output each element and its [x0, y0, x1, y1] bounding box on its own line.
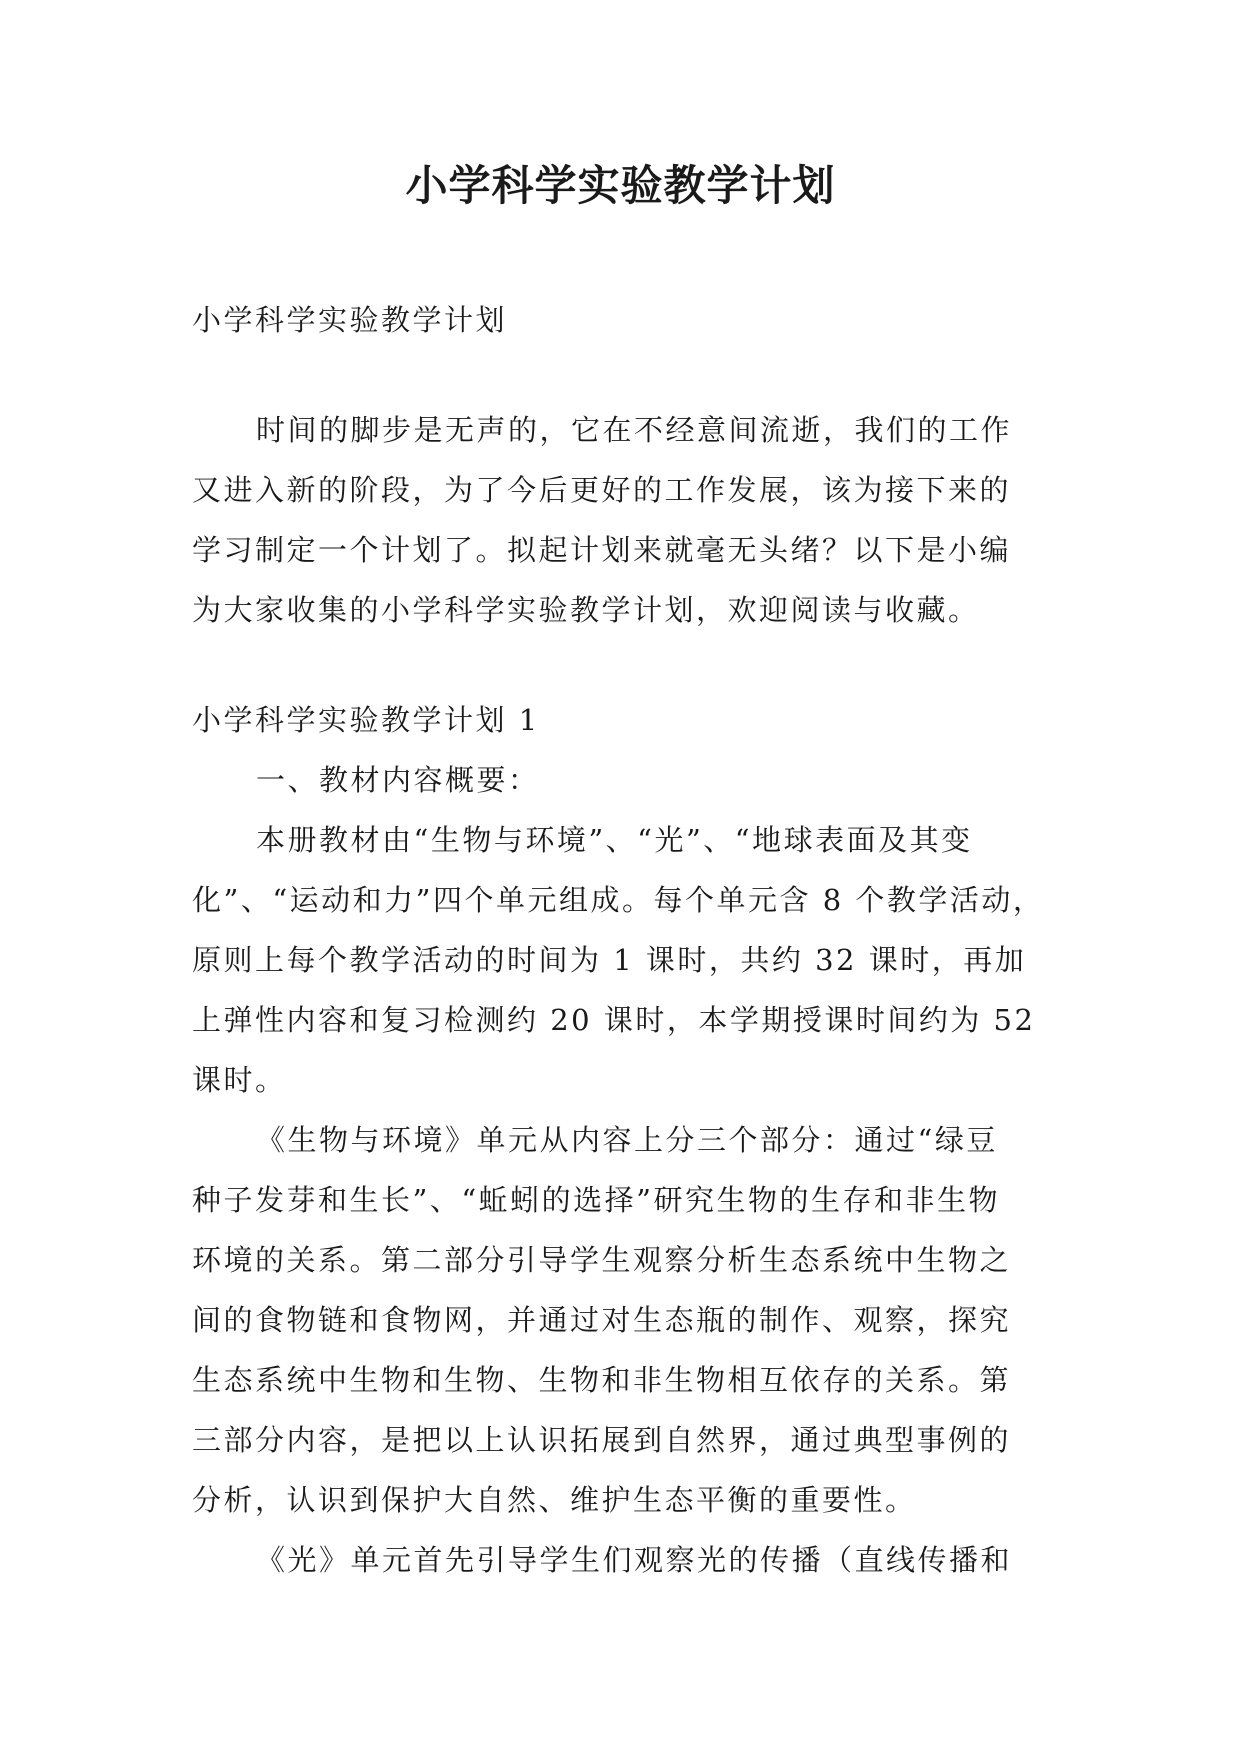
paragraph-line: 种子发芽和生长”、“蚯蚓的选择”研究生物的生存和非生物	[192, 1183, 1000, 1217]
paragraph-line: 原则上每个教学活动的时间为 1 课时，共约 32 课时，再加	[192, 943, 1027, 977]
document-subtitle: 小学科学实验教学计划	[192, 303, 508, 337]
intro-line: 为大家收集的小学科学实验教学计划，欢迎阅读与收藏。	[192, 593, 980, 627]
paragraph-line: 分析，认识到保护大自然、维护生态平衡的重要性。	[192, 1483, 917, 1517]
paragraph-light-unit	[192, 1530, 1052, 1590]
intro-line: 时间的脚步是无声的，它在不经意间流逝，我们的工作	[256, 413, 1013, 447]
paragraph-line: 环境的关系。第二部分引导学生观察分析生态系统中生物之	[192, 1243, 1012, 1277]
intro-line: 学习制定一个计划了。拟起计划来就毫无头绪？以下是小编	[192, 533, 1012, 567]
paragraph-line: 化”、“运动和力”四个单元组成。每个单元含 8 个教学活动，	[192, 883, 1045, 917]
paragraph-line: 间的食物链和食物网，并通过对生态瓶的制作、观察，探究	[192, 1303, 1012, 1337]
paragraph-line: 《光》单元首先引导学生们观察光的传播（直线传播和	[256, 1543, 1013, 1577]
paragraph-biology-environment	[192, 1110, 1052, 1530]
document-title: 小学科学实验教学计划	[405, 161, 836, 210]
paragraph-line: 本册教材由“生物与环境”、“光”、“地球表面及其变	[256, 823, 973, 857]
section-heading: 小学科学实验教学计划 1	[192, 703, 540, 737]
section-subheading: 一、教材内容概要：	[256, 763, 540, 797]
paragraph-textbook-overview	[192, 810, 1052, 1110]
paragraph-line: 三部分内容，是把以上认识拓展到自然界，通过典型事例的	[192, 1423, 1012, 1457]
paragraph-line: 生态系统中生物和生物、生物和非生物相互依存的关系。第	[192, 1363, 1012, 1397]
document-body	[192, 290, 1052, 1590]
intro-paragraph	[192, 400, 1052, 640]
paragraph-line: 上弹性内容和复习检测约 20 课时，本学期授课时间约为 52	[192, 1003, 1036, 1037]
paragraph-line: 课时。	[192, 1063, 287, 1097]
paragraph-line: 《生物与环境》单元从内容上分三个部分：通过“绿豆	[256, 1123, 998, 1157]
intro-line: 又进入新的阶段，为了今后更好的工作发展，该为接下来的	[192, 473, 1012, 507]
